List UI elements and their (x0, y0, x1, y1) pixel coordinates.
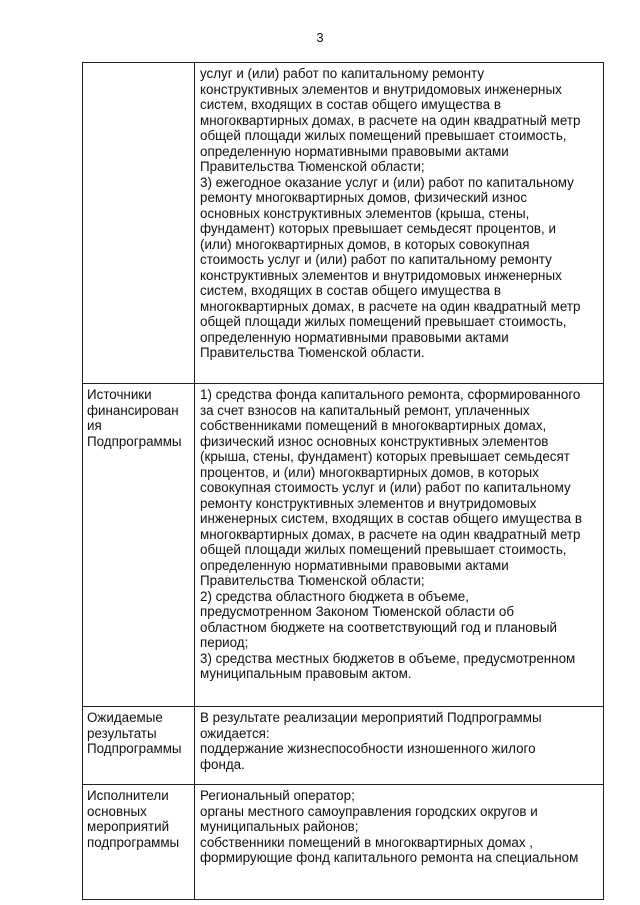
label-line: подпрограммы (87, 834, 180, 850)
content-line: (крыша, стены, фундамент) которых превышает семьдесят (200, 449, 570, 464)
content-line: за счет взносов на капитальный ремонт, уплаченных (200, 402, 530, 418)
content-line: физический износ основных конструктивных элементов (200, 433, 549, 449)
label-line: Источники (87, 387, 152, 402)
content-line: Правительства Тюменской области; (200, 573, 425, 588)
content-line: ремонту конструктивных элементов и внутридомовых (200, 495, 537, 511)
content-line: систем, входящих в состав общего имущества в (200, 97, 501, 112)
content-line: общей площади жилых помещений превышает стоимость, (200, 128, 567, 143)
content-line: многоквартирных домах, в расчете на один квадратный метр (200, 112, 581, 128)
subprogram-passport-table (82, 62, 604, 900)
content-line: определенную нормативными правовыми актами (200, 143, 509, 159)
label-line: Ожидаемые (87, 710, 163, 725)
content-line: общей площади жилых помещений превышает стоимость, (200, 314, 567, 329)
row-label-cell (83, 63, 195, 384)
content-line: конструктивных элементов и внутридомовых инженерных (200, 267, 562, 283)
content-line: В результате реализации мероприятий Подпрограммы (200, 710, 542, 725)
content-line: собственниками помещений в многоквартирных домах, (200, 418, 547, 433)
content-line: систем, входящих в состав общего имущества в (200, 283, 501, 298)
table-row-executors (83, 785, 604, 900)
content-line: конструктивных элементов и внутридомовых инженерных (200, 81, 562, 97)
label-line: ия (87, 418, 102, 433)
content-line: Правительства Тюменской области; (200, 159, 425, 174)
content-line: формирующие фонд капитального ремонта на специальном (200, 850, 579, 865)
label-line: мероприятий (87, 819, 170, 834)
content-line: общей площади жилых помещений превышает стоимость, (200, 542, 567, 557)
content-line: муниципальным правовым актом. (200, 666, 412, 681)
content-line: Региональный оператор; (200, 788, 355, 803)
content-line: многоквартирных домах, в расчете на один квадратный метр (200, 298, 581, 314)
label-line: результаты (87, 725, 157, 741)
content-line: основных конструктивных элементов (крыша, стены, (200, 205, 530, 221)
content-line: фундамент) которых превышает семьдесят процентов, и (200, 221, 556, 236)
content-line: органы местного самоуправления городских округов и (200, 803, 538, 819)
row-content-cell (195, 63, 604, 384)
table-body (83, 63, 604, 900)
content-line: 1) средства фонда капитального ремонта, сформированного (200, 387, 581, 402)
table-row-funding-sources (83, 384, 604, 707)
content-line: определенную нормативными правовыми актами (200, 329, 509, 345)
row-content-cell (195, 384, 604, 707)
table-row-continuation (83, 63, 604, 384)
label-line: Исполнители (87, 788, 169, 803)
content-line: фонда. (200, 756, 245, 772)
content-line: стоимость услуг и (или) работ по капитальному ремонту (200, 252, 552, 267)
content-line: (или) многоквартирных домов, в которых совокупная (200, 236, 530, 252)
content-line: инженерных систем, входящих в состав общего имущества в (200, 511, 582, 526)
page-number: 3 (316, 30, 324, 45)
row-label-cell (83, 707, 195, 785)
content-line: ожидается: (200, 725, 270, 741)
content-line: совокупная стоимость услуг и (или) работ по капитальному (200, 480, 571, 495)
label-line: Подпрограммы (87, 433, 182, 449)
content-line: областном бюджете на соответствующий год и плановый (200, 619, 557, 635)
content-line: период; (200, 635, 249, 650)
content-line: ремонту многоквартирных домов, физический износ (200, 190, 528, 205)
content-line: 2) средства областного бюджета в объеме, (200, 588, 469, 604)
content-line: 3) средства местных бюджетов в объеме, предусмотренном (200, 650, 576, 666)
content-line: поддержание жизнеспособности изношенного жилого (200, 741, 536, 756)
row-content-cell (195, 707, 604, 785)
table-row-expected-results (83, 707, 604, 785)
content-line: 3) ежегодное оказание услуг и (или) работ по капитальному (200, 174, 574, 190)
row-content-cell (195, 785, 604, 900)
content-line: процентов, и (или) многоквартирных домов, в которых (200, 464, 539, 480)
content-line: услуг и (или) работ по капитальному ремонту (200, 66, 485, 81)
label-line: Подпрограммы (87, 741, 182, 756)
content-line: многоквартирных домах, в расчете на один квадратный метр (200, 526, 581, 542)
content-line: собственники помещений в многоквартирных домах , (200, 834, 534, 850)
label-line: финансирован (87, 402, 179, 418)
content-line: определенную нормативными правовыми актами (200, 557, 509, 573)
content-line: муниципальных районов; (200, 819, 359, 834)
content-line: предусмотренном Законом Тюменской области об (200, 604, 515, 619)
row-label-cell (83, 384, 195, 707)
content-line: Правительства Тюменской области. (200, 345, 425, 360)
label-line: основных (87, 803, 147, 819)
row-label-cell (83, 785, 195, 900)
